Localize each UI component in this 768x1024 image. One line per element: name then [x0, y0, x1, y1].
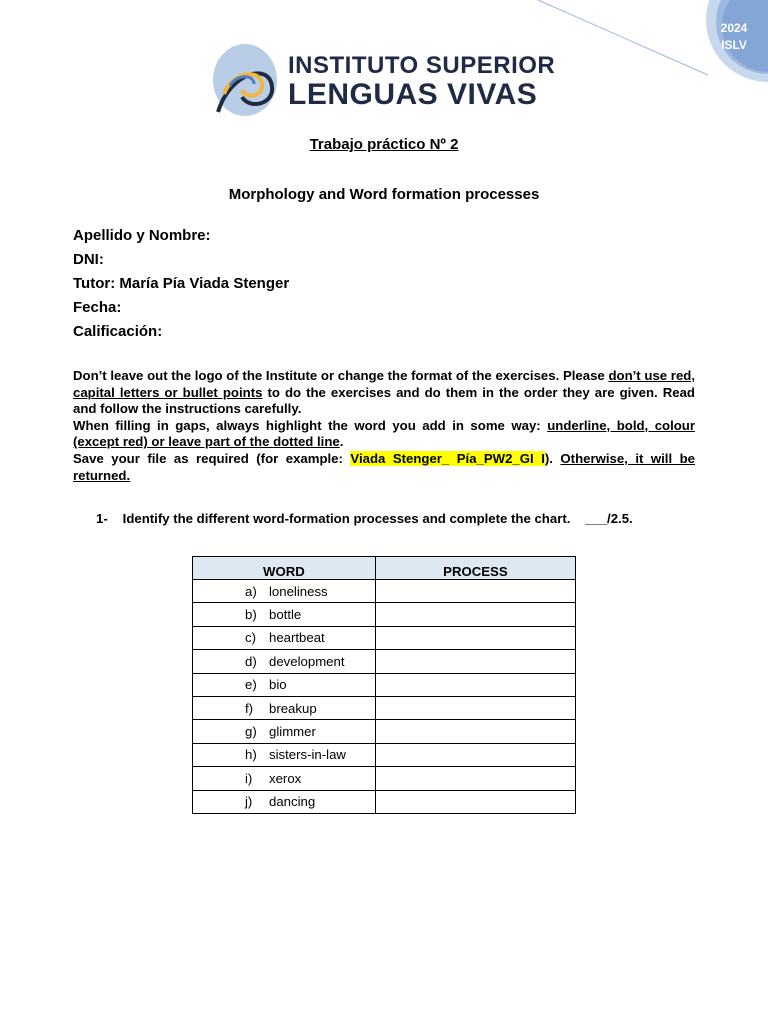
field-name: Apellido y Nombre: [73, 227, 211, 244]
instruction-paragraph [73, 451, 695, 484]
item-letter: a) [245, 583, 257, 599]
process-cell[interactable] [375, 603, 575, 626]
instruction-underlined: Otherwise, it will be returned. [73, 450, 695, 483]
table-row [193, 626, 576, 649]
year-badge [700, 20, 768, 80]
item-letter: e) [245, 677, 257, 693]
logo-swirl-icon [210, 42, 280, 120]
process-cell[interactable] [375, 580, 575, 603]
word-cell [193, 767, 376, 790]
table-row [193, 650, 576, 673]
instruction-underlined: underline, bold, colour (except red) or leave part of the dotted line [73, 417, 695, 450]
instruction-text: When filling in gaps, always highlight the word you add in some way: [73, 417, 548, 433]
item-letter: h) [245, 747, 257, 763]
process-cell[interactable] [375, 650, 575, 673]
process-cell[interactable] [375, 626, 575, 649]
word-cell [193, 673, 376, 696]
item-word: glimmer [269, 724, 316, 740]
field-date: Fecha: [73, 299, 122, 316]
instruction-text: Save your file as required (for example: [73, 450, 351, 466]
instruction-underlined: don’t use red, capital letters or bullet points [73, 368, 695, 400]
question-text: Identify the different word-formation processes and complete the chart. [122, 511, 571, 526]
instruction-text: Don’t leave out the logo of the Institute or change the format of the exercises. Please [73, 368, 609, 383]
item-word: sisters-in-law [269, 747, 346, 763]
header-word: WORD [193, 557, 376, 580]
badge-label: ISLV [721, 38, 747, 52]
word-cell [193, 790, 376, 813]
filename-example-highlight: Viada Stenger_ Pía_PW2_GI I [350, 450, 545, 466]
item-letter: b) [245, 607, 257, 623]
process-cell[interactable] [375, 743, 575, 766]
instruction-paragraph [73, 418, 695, 451]
header-process: PROCESS [375, 557, 575, 580]
logo-line-1: INSTITUTO SUPERIOR [288, 52, 556, 79]
field-dni: DNI: [73, 251, 104, 268]
table-header-row [193, 557, 576, 580]
field-tutor: Tutor: María Pía Viada Stenger [73, 275, 290, 292]
student-fields [73, 226, 289, 346]
table-row [193, 696, 576, 719]
word-cell [193, 650, 376, 673]
question-number: 1- [96, 511, 108, 526]
item-word: development [269, 653, 345, 669]
word-cell [193, 696, 376, 719]
word-cell [193, 720, 376, 743]
item-letter: c) [245, 630, 256, 646]
item-word: dancing [269, 794, 316, 810]
question-1 [96, 511, 633, 526]
instruction-text: to do the exercises and do them in the order they are given. Read and follow the instructions carefully. [73, 384, 695, 417]
item-word: breakup [269, 700, 317, 716]
process-cell[interactable] [375, 720, 575, 743]
word-cell [193, 626, 376, 649]
word-cell [193, 603, 376, 626]
word-cell [193, 580, 376, 603]
field-grade: Calificación: [73, 323, 163, 340]
item-letter: g) [245, 724, 257, 740]
instruction-text: ). [544, 450, 561, 466]
item-letter: f) [245, 700, 254, 716]
table-row [193, 790, 576, 813]
process-cell[interactable] [375, 673, 575, 696]
table-row [193, 580, 576, 603]
process-cell[interactable] [375, 767, 575, 790]
table-row [193, 767, 576, 790]
word-cell [193, 743, 376, 766]
item-word: heartbeat [269, 630, 325, 646]
item-letter: i) [245, 770, 253, 786]
question-score: ___/2.5. [585, 511, 633, 526]
instruction-paragraph [73, 368, 695, 418]
logo-line-2: LENGUAS VIVAS [288, 78, 538, 111]
item-letter: j) [245, 794, 253, 810]
table-row [193, 720, 576, 743]
process-cell[interactable] [375, 696, 575, 719]
document-title: Trabajo práctico Nº 2 [309, 136, 459, 153]
instruction-text: . [339, 434, 344, 450]
institute-logo [210, 42, 570, 122]
table-row [193, 673, 576, 696]
item-word: loneliness [269, 583, 328, 599]
document-subtitle: Morphology and Word formation processes [228, 186, 540, 203]
process-cell[interactable] [375, 790, 575, 813]
instructions [73, 368, 695, 484]
table-row [193, 603, 576, 626]
item-word: xerox [269, 770, 302, 786]
item-word: bottle [269, 607, 302, 623]
word-process-table [192, 556, 576, 814]
table-row [193, 743, 576, 766]
item-letter: d) [245, 653, 257, 669]
badge-year: 2024 [720, 21, 748, 35]
item-word: bio [269, 677, 287, 693]
